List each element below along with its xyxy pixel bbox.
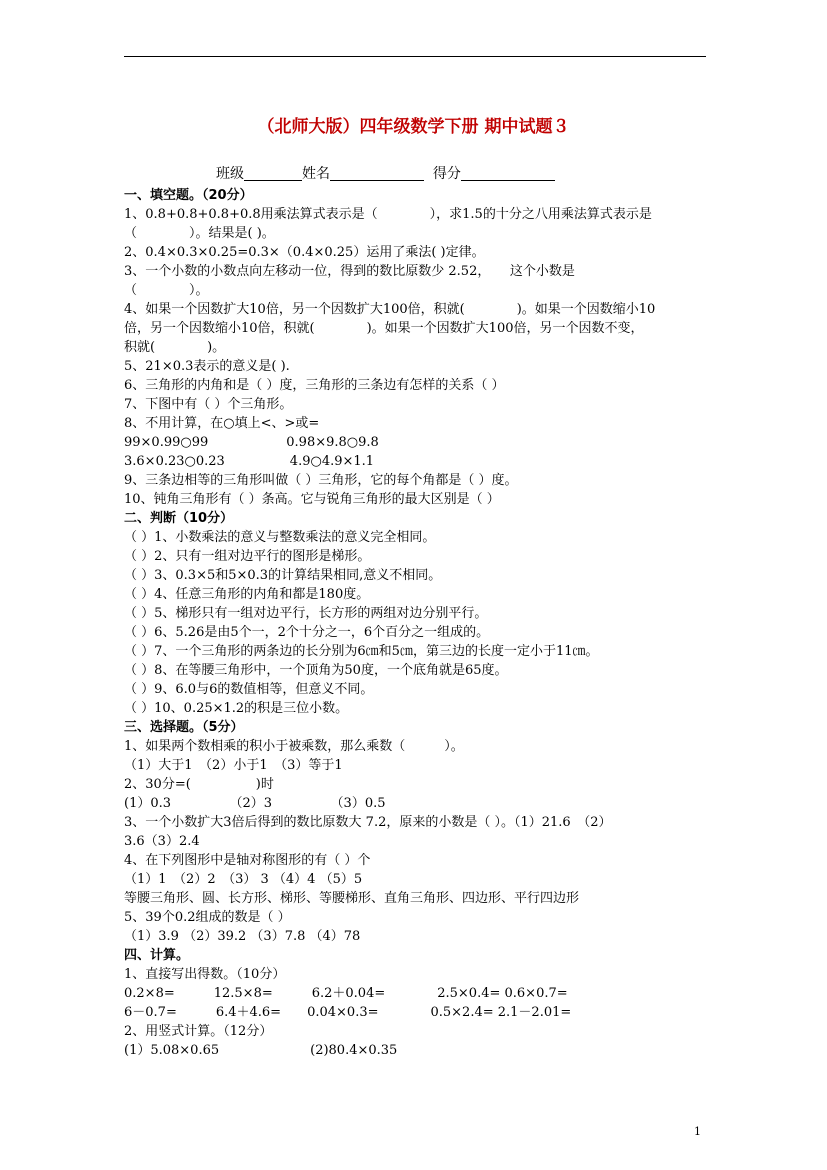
page-title: （北师大版）四年级数学下册 期中试题３ bbox=[257, 117, 570, 137]
question-line: (1）0.3 （2）3 （3）0.5 bbox=[124, 796, 386, 811]
question-line: （ ）2、只有一组对边平行的图形是梯形。 bbox=[124, 549, 371, 564]
question-line: （ ）4、任意三角形的内角和都是180度。 bbox=[124, 587, 370, 602]
question-line: （ ）3、0.3×5和5×0.3的计算结果相同,意义不相同。 bbox=[124, 568, 442, 583]
question-line: 4、如果一个因数扩大10倍，另一个因数扩大100倍，积就( )。如果一个因数缩小10 bbox=[124, 302, 656, 317]
question-line: 积就( )。 bbox=[124, 340, 226, 355]
question-line: 6－0.7= 6.4＋4.6= 0.04×0.3= 0.5×2.4= 2.1－2.01= bbox=[124, 1005, 572, 1020]
student-info-row bbox=[124, 162, 716, 186]
question-line: （1）3.9 （2）39.2 （3）7.8 （4）78 bbox=[124, 929, 361, 944]
question-line: 6、三角形的内角和是（ ）度，三角形的三条边有怎样的关系（ ） bbox=[124, 378, 505, 393]
question-line: 5、21×0.3表示的意义是( ). bbox=[124, 359, 290, 374]
question-line: 2、30分=( )时 bbox=[124, 777, 274, 792]
question-line: 3.6（3）2.4 bbox=[124, 834, 200, 849]
name-label: 姓名 bbox=[302, 166, 330, 182]
question-line: （1）1 （2）2 （3） 3 （4）4 （5）5 bbox=[124, 872, 363, 887]
section-heading: 四、计算。 bbox=[124, 948, 190, 963]
score-label: 得分 bbox=[432, 166, 461, 182]
page-number: 1 bbox=[694, 1125, 701, 1138]
question-line: 0.2×8= 12.5×8= 6.2＋0.04= 2.5×0.4= 0.6×0.7= bbox=[124, 986, 568, 1001]
question-line: 7、下图中有（ ）个三角形。 bbox=[124, 397, 293, 412]
question-line: （ ）8、在等腰三角形中，一个顶角为50度，一个底角就是65度。 bbox=[124, 663, 508, 678]
question-line: 1、如果两个数相乘的积小于被乘数，那么乘数（ ）。 bbox=[124, 739, 464, 754]
section-heading: 一、填空题。（20分） bbox=[124, 188, 253, 203]
question-line: 3、一个小数的小数点向左移动一位，得到的数比原数少 2.52， 这个小数是 bbox=[124, 264, 575, 279]
question-line: (1）5.08×0.65 (2)80.4×0.35 bbox=[124, 1043, 398, 1058]
question-line: 5、39个0.2组成的数是（ ） bbox=[124, 910, 291, 925]
question-line: （ ）5、梯形只有一组对边平行，长方形的两组对边分别平行。 bbox=[124, 606, 488, 621]
question-line: （ ）10、0.25×1.2的积是三位小数。 bbox=[124, 701, 349, 716]
header-rule bbox=[124, 56, 706, 57]
class-label: 班级 bbox=[216, 166, 244, 182]
question-line: 3.6×0.23○0.23 4.9○4.9×1.1 bbox=[124, 454, 375, 469]
question-line: （ ）7、一个三角形的两条边的长分别为6㎝和5㎝，第三边的长度一定小于11㎝。 bbox=[124, 644, 599, 659]
question-line: （1）大于1 （2）小于1 （3）等于1 bbox=[124, 758, 343, 773]
question-line: （ ）。结果是( )。 bbox=[124, 226, 275, 241]
question-line: 2、0.4×0.3×0.25=0.3×（0.4×0.25）运用了乘法( )定律。 bbox=[124, 245, 485, 260]
question-line: 99×0.99○99 0.98×9.8○9.8 bbox=[124, 435, 379, 450]
exam-content bbox=[124, 162, 716, 1060]
question-line: 等腰三角形、圆、长方形、梯形、等腰梯形、直角三角形、四边形、平行四边形 bbox=[124, 891, 580, 906]
question-line: （ ）6、5.26是由5个一，2个十分之一，6个百分之一组成的。 bbox=[124, 625, 490, 640]
section-heading: 二、判断（10分） bbox=[124, 511, 234, 526]
question-line: 2、用竖式计算。（12分） bbox=[124, 1024, 273, 1039]
question-line: （ ）。 bbox=[124, 283, 209, 298]
question-line: 1、直接写出得数。（10分） bbox=[124, 967, 286, 982]
question-lines bbox=[124, 186, 716, 1060]
question-line: 1、0.8+0.8+0.8+0.8用乘法算式表示是（ ），求1.5的十分之八用乘法算式表示是 bbox=[124, 207, 652, 222]
section-heading: 三、选择题。（5分） bbox=[124, 720, 244, 735]
score-blank[interactable] bbox=[461, 166, 555, 181]
question-line: 8、不用计算，在○填上<、>或= bbox=[124, 416, 320, 431]
question-line: 倍，另一个因数缩小10倍，积就( )。如果一个因数扩大100倍，另一个因数不变， bbox=[124, 321, 644, 336]
question-line: 10、钝角三角形有（ ）条高。它与锐角三角形的最大区别是（ ） bbox=[124, 492, 500, 507]
question-line: （ ）1、小数乘法的意义与整数乘法的意义完全相同。 bbox=[124, 530, 436, 545]
name-blank[interactable] bbox=[330, 166, 424, 181]
question-line: （ ）9、6.0与6的数值相等，但意义不同。 bbox=[124, 682, 374, 697]
class-blank[interactable] bbox=[244, 166, 302, 181]
question-line: 3、一个小数扩大3倍后得到的数比原数大 7.2，原来的小数是（ ）。（1）21.6 （2） bbox=[124, 815, 612, 830]
question-line: 4、在下列图形中是轴对称图形的有（ ）个 bbox=[124, 853, 371, 868]
question-line: 9、三条边相等的三角形叫做（ ）三角形，它的每个角都是（ ）度。 bbox=[124, 473, 518, 488]
